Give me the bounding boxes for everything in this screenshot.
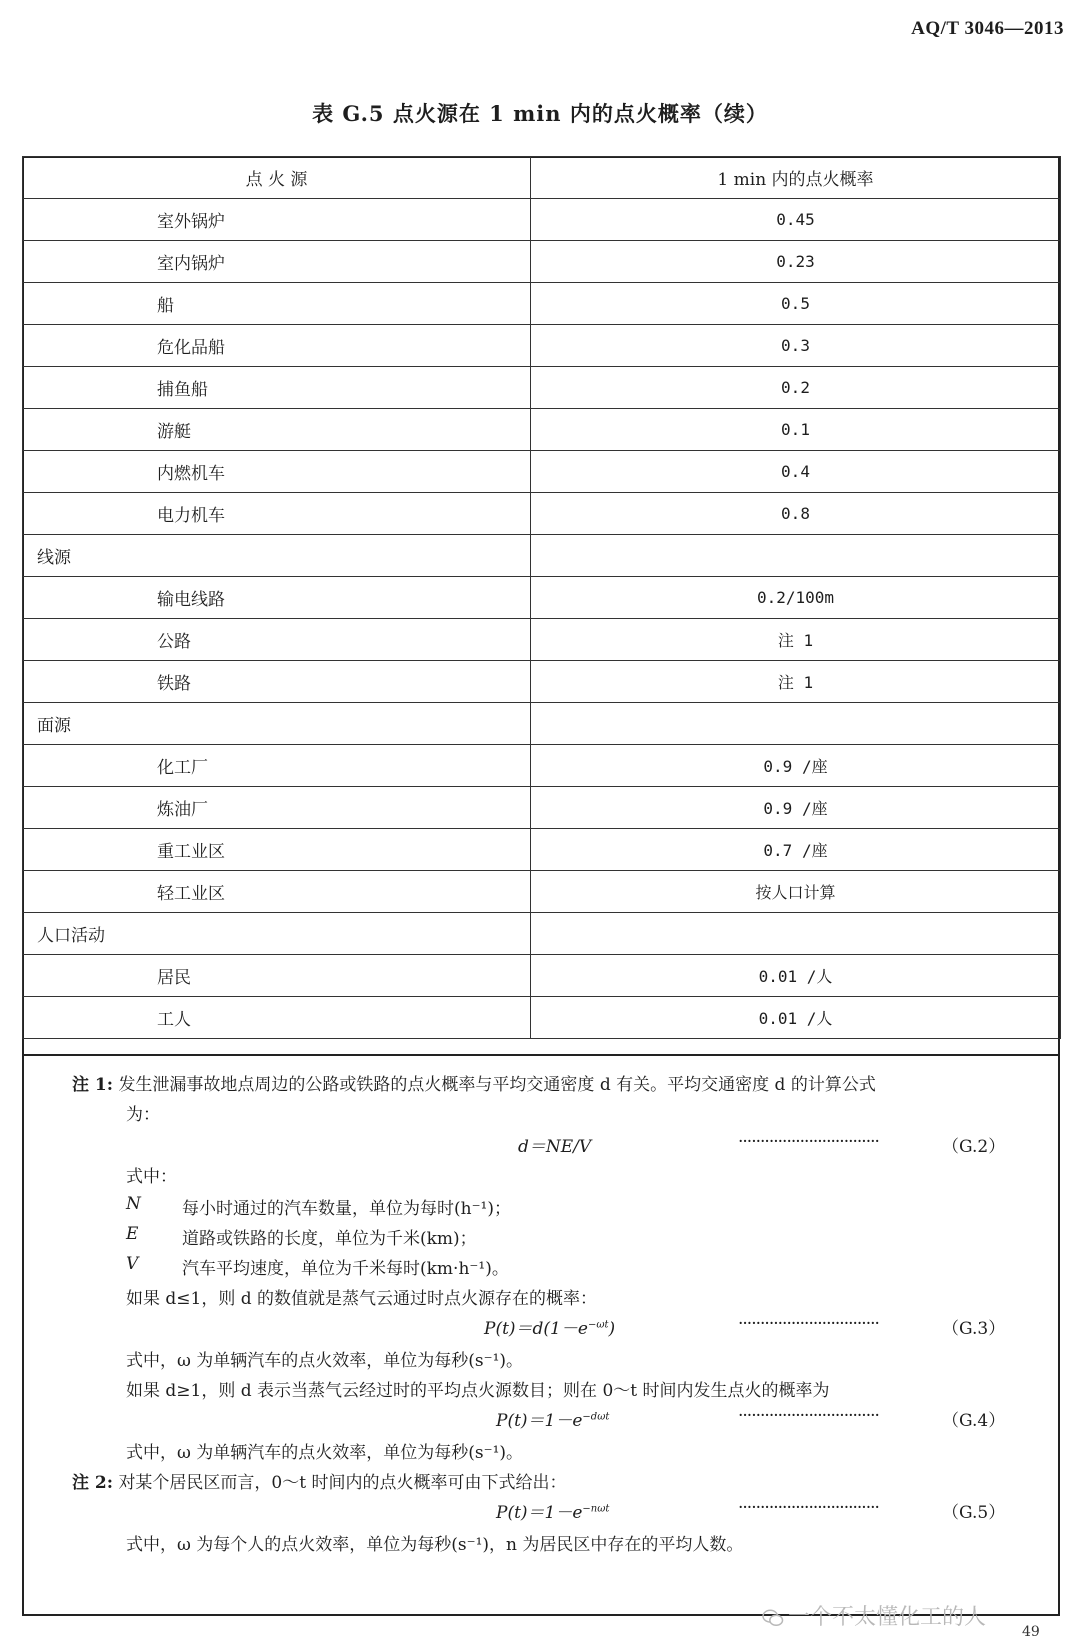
equation-g5-main: P(t)＝1－e xyxy=(496,1503,583,1523)
equation-g2: d＝NE/V xyxy=(518,1137,592,1157)
omega-vehicle-desc-1: 式中，ω 为单辆汽车的点火效率，单位为每秒(s⁻¹)。 xyxy=(126,1351,524,1371)
equation-g2-number: （G.2） xyxy=(942,1137,1006,1157)
equation-g4-main: P(t)＝1－e xyxy=(496,1411,583,1431)
table-row xyxy=(23,493,1061,535)
probability-cell: 按人口计算 xyxy=(531,871,1061,913)
ignition-source-cell: 化工厂 xyxy=(23,745,531,787)
equation-g4-number: （G.4） xyxy=(942,1411,1006,1431)
table-row xyxy=(23,871,1061,913)
omega-vehicle-desc-2: 式中，ω 为单辆汽车的点火效率，单位为每秒(s⁻¹)。 xyxy=(126,1443,524,1463)
col-header-probability: 1 min 内的点火概率 xyxy=(531,157,1061,199)
probability-cell: 注 1 xyxy=(531,619,1061,661)
note1-line2: 为： xyxy=(126,1105,160,1125)
probability-cell: 0.3 xyxy=(531,325,1061,367)
ignition-source-cell: 公路 xyxy=(23,619,531,661)
watermark-text: 一个不太懂化工的人 xyxy=(788,1605,987,1630)
ignition-source-cell: 居民 xyxy=(23,955,531,997)
condition-d-ge-1: 如果 d≥1，则 d 表示当蒸气云经过时的平均点火源数目；则在 0～t 时间内发生点火的概率为 xyxy=(126,1381,830,1401)
equation-g3-exponent: −ωt xyxy=(587,1319,609,1331)
ignition-source-cell: 船 xyxy=(23,283,531,325)
equation-g4-leader: ································ xyxy=(738,1406,879,1426)
equation-g2-leader: ································ xyxy=(738,1132,879,1152)
table-row xyxy=(23,451,1061,493)
probability-cell: 0.5 xyxy=(531,283,1061,325)
probability-cell xyxy=(531,913,1061,955)
ignition-source-cell: 电力机车 xyxy=(23,493,531,535)
symbol-n: N xyxy=(126,1194,141,1214)
probability-cell: 0.7 /座 xyxy=(531,829,1061,871)
table-row xyxy=(23,199,1061,241)
ignition-source-cell: 工人 xyxy=(23,997,531,1039)
symbol-n-desc: 每小时通过的汽车数量，单位为每时(h⁻¹)； xyxy=(182,1199,512,1219)
ignition-source-cell: 内燃机车 xyxy=(23,451,531,493)
symbol-v-desc: 汽车平均速度，单位为千米每时(km·h⁻¹)。 xyxy=(182,1259,509,1279)
ignition-source-cell: 人口活动 xyxy=(23,913,531,955)
ignition-source-cell: 铁路 xyxy=(23,661,531,703)
ignition-source-cell: 危化品船 xyxy=(23,325,531,367)
probability-cell: 0.9 /座 xyxy=(531,787,1061,829)
note1-line1 xyxy=(72,1070,876,1095)
table-title: 表 G.5 点火源在 1 min 内的点火概率（续） xyxy=(312,101,768,126)
page-number: 49 xyxy=(1022,1624,1040,1640)
watermark xyxy=(762,1600,986,1631)
equation-g5 xyxy=(496,1498,609,1523)
symbol-v: V xyxy=(126,1254,139,1274)
table-row xyxy=(23,409,1061,451)
equation-g3-main: P(t)＝d(1－e xyxy=(484,1319,588,1339)
table-row xyxy=(23,787,1061,829)
equation-g4 xyxy=(496,1406,609,1431)
ignition-source-cell: 室外锅炉 xyxy=(23,199,531,241)
ignition-source-cell: 线源 xyxy=(23,535,531,577)
probability-cell xyxy=(531,703,1061,745)
equation-g3-leader: ································ xyxy=(738,1314,879,1334)
standard-code: AQ/T 3046—2013 xyxy=(911,18,1064,39)
probability-cell: 0.01 /人 xyxy=(531,955,1061,997)
ignition-source-cell: 炼油厂 xyxy=(23,787,531,829)
condition-d-le-1: 如果 d≤1，则 d 的数值就是蒸气云通过时点火源存在的概率： xyxy=(126,1289,598,1309)
table-row xyxy=(23,577,1061,619)
omega-person-desc: 式中，ω 为每个人的点火效率，单位为每秒(s⁻¹)，n 为居民区中存在的平均人数。 xyxy=(126,1535,744,1555)
wechat-icon xyxy=(762,1608,784,1628)
equation-g4-exponent: −dωt xyxy=(582,1411,610,1423)
symbol-e: E xyxy=(126,1224,139,1244)
equation-g3-tail: ) xyxy=(608,1319,616,1339)
note2-line xyxy=(72,1468,567,1493)
equation-g3 xyxy=(484,1314,615,1339)
table-row xyxy=(23,829,1061,871)
ignition-source-cell: 室内锅炉 xyxy=(23,241,531,283)
table-row xyxy=(23,535,1061,577)
table-row xyxy=(23,661,1061,703)
table-row xyxy=(23,325,1061,367)
table-row xyxy=(23,997,1061,1039)
symbol-e-desc: 道路或铁路的长度，单位为千米(km)； xyxy=(182,1229,477,1249)
probability-cell: 0.1 xyxy=(531,409,1061,451)
probability-cell: 0.9 /座 xyxy=(531,745,1061,787)
equation-g5-leader: ································ xyxy=(738,1498,879,1518)
table-row xyxy=(23,241,1061,283)
ignition-source-cell: 游艇 xyxy=(23,409,531,451)
table-header-row xyxy=(23,157,1061,199)
table-row xyxy=(23,283,1061,325)
table-body xyxy=(23,199,1061,1039)
note1-label: 注 1: xyxy=(72,1075,114,1095)
ignition-table xyxy=(22,156,1061,1039)
probability-cell xyxy=(531,535,1061,577)
ignition-source-cell: 输电线路 xyxy=(23,577,531,619)
table-row xyxy=(23,367,1061,409)
probability-cell: 0.4 xyxy=(531,451,1061,493)
table-row xyxy=(23,955,1061,997)
note2-text: 对某个居民区而言，0～t 时间内的点火概率可由下式给出： xyxy=(118,1473,567,1493)
ignition-source-cell: 轻工业区 xyxy=(23,871,531,913)
equation-g3-number: （G.3） xyxy=(942,1319,1006,1339)
col-header-source: 点 火 源 xyxy=(23,157,531,199)
table-row xyxy=(23,745,1061,787)
probability-cell: 0.8 xyxy=(531,493,1061,535)
table-row xyxy=(23,913,1061,955)
note2-label: 注 2: xyxy=(72,1473,114,1493)
probability-cell: 0.01 /人 xyxy=(531,997,1061,1039)
probability-cell: 注 1 xyxy=(531,661,1061,703)
ignition-source-cell: 捕鱼船 xyxy=(23,367,531,409)
probability-cell: 0.23 xyxy=(531,241,1061,283)
notes-section xyxy=(22,1054,1060,1614)
ignition-source-cell: 重工业区 xyxy=(23,829,531,871)
equation-g5-exponent: −nωt xyxy=(582,1503,610,1515)
ignition-source-cell: 面源 xyxy=(23,703,531,745)
note1-text: 发生泄漏事故地点周边的公路或铁路的点火概率与平均交通密度 d 有关。平均交通密度 d 的计算公式 xyxy=(118,1075,876,1095)
where-label: 式中： xyxy=(126,1167,177,1187)
probability-cell: 0.2 xyxy=(531,367,1061,409)
table-row xyxy=(23,703,1061,745)
probability-cell: 0.45 xyxy=(531,199,1061,241)
table-row xyxy=(23,619,1061,661)
equation-g5-number: （G.5） xyxy=(942,1503,1006,1523)
probability-cell: 0.2/100m xyxy=(531,577,1061,619)
